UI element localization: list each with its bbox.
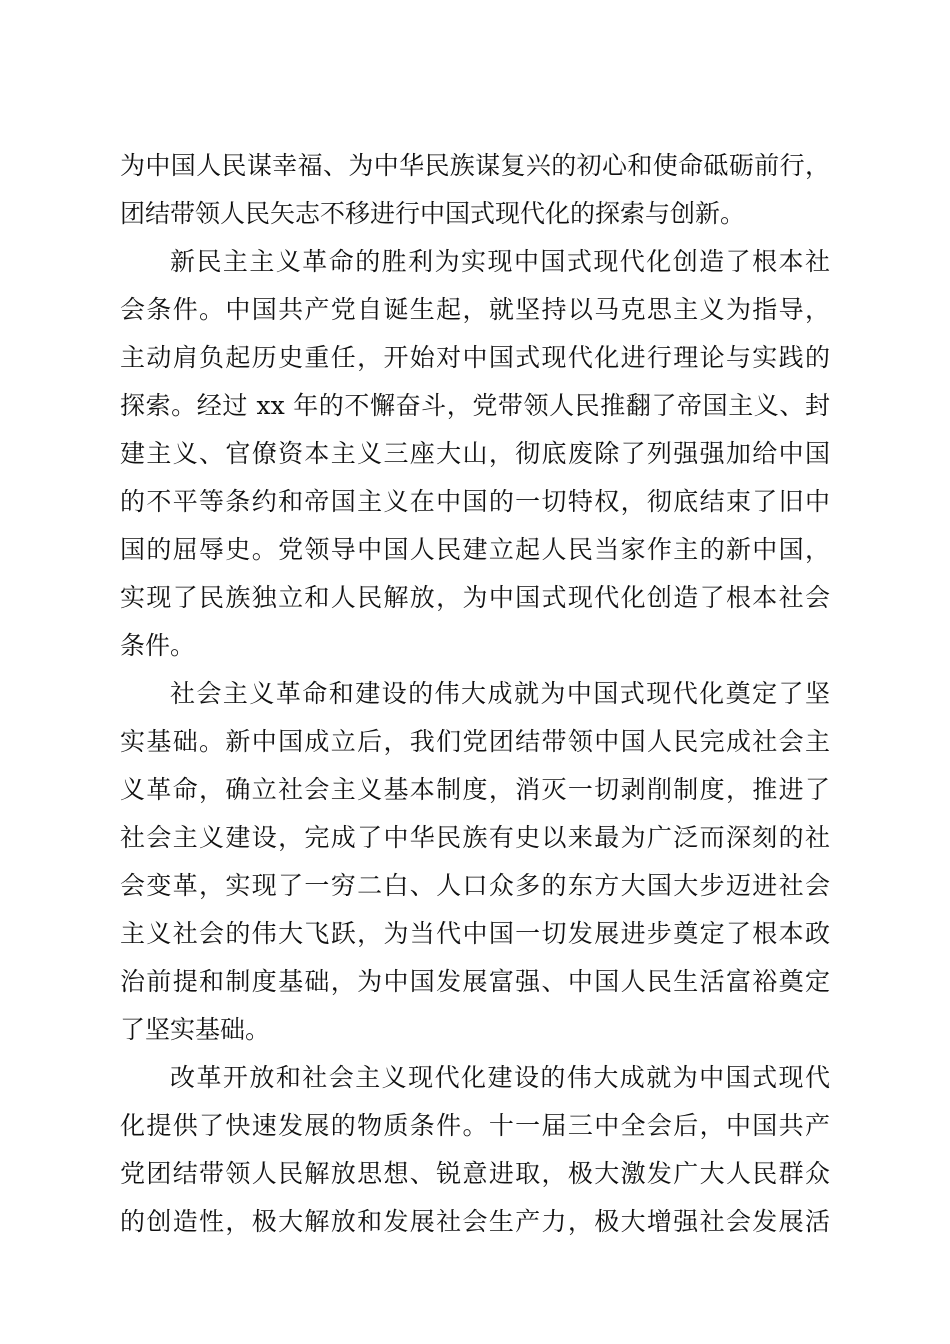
text-line: 为中国人民谋幸福、为中华民族谋复兴的初心和使命砥砺前行， — [120, 151, 830, 180]
text-line: 条件。 — [120, 631, 196, 660]
paragraph-first-line: 新民主主义革命的胜利为实现中国式现代化创造了根本社 — [170, 247, 830, 276]
text-line: 国的屈辱史。党领导中国人民建立起人民当家作主的新中国， — [120, 535, 830, 564]
body-text — [120, 142, 830, 1246]
text-line: 团结带领人民矢志不移进行中国式现代化的探索与创新。 — [120, 199, 746, 228]
paragraph-first-line: 社会主义革命和建设的伟大成就为中国式现代化奠定了坚 — [170, 679, 830, 708]
text-line: 社会主义建设，完成了中华民族有史以来最为广泛而深刻的社 — [120, 823, 830, 852]
text-line: 了坚实基础。 — [120, 1015, 271, 1044]
text-line: 会变革，实现了一穷二白、人口众多的东方大国大步迈进社会 — [120, 871, 830, 900]
text-line: 建主义、官僚资本主义三座大山，彻底废除了列强强加给中国 — [120, 439, 830, 468]
paragraph-first-line: 改革开放和社会主义现代化建设的伟大成就为中国式现代 — [170, 1063, 830, 1092]
text-line: 治前提和制度基础，为中国发展富强、中国人民生活富裕奠定 — [120, 967, 830, 996]
text-line: 探索。经过 xx 年的不懈奋斗，党带领人民推翻了帝国主义、封 — [120, 391, 830, 420]
text-line: 实基础。新中国成立后，我们党团结带领中国人民完成社会主 — [120, 727, 830, 756]
text-line: 主动肩负起历史重任，开始对中国式现代化进行理论与实践的 — [120, 343, 830, 372]
text-line: 的不平等条约和帝国主义在中国的一切特权，彻底结束了旧中 — [120, 487, 830, 516]
text-line: 会条件。中国共产党自诞生起，就坚持以马克思主义为指导， — [120, 295, 830, 324]
text-line: 义革命，确立社会主义基本制度，消灭一切剥削制度，推进了 — [120, 775, 830, 804]
text-line: 的创造性，极大解放和发展社会生产力，极大增强社会发展活 — [120, 1207, 830, 1236]
text-line: 实现了民族独立和人民解放，为中国式现代化创造了根本社会 — [120, 583, 830, 612]
text-line: 主义社会的伟大飞跃，为当代中国一切发展进步奠定了根本政 — [120, 919, 830, 948]
text-line: 党团结带领人民解放思想、锐意进取，极大激发广大人民群众 — [120, 1159, 830, 1188]
text-line: 化提供了快速发展的物质条件。十一届三中全会后，中国共产 — [120, 1111, 830, 1140]
